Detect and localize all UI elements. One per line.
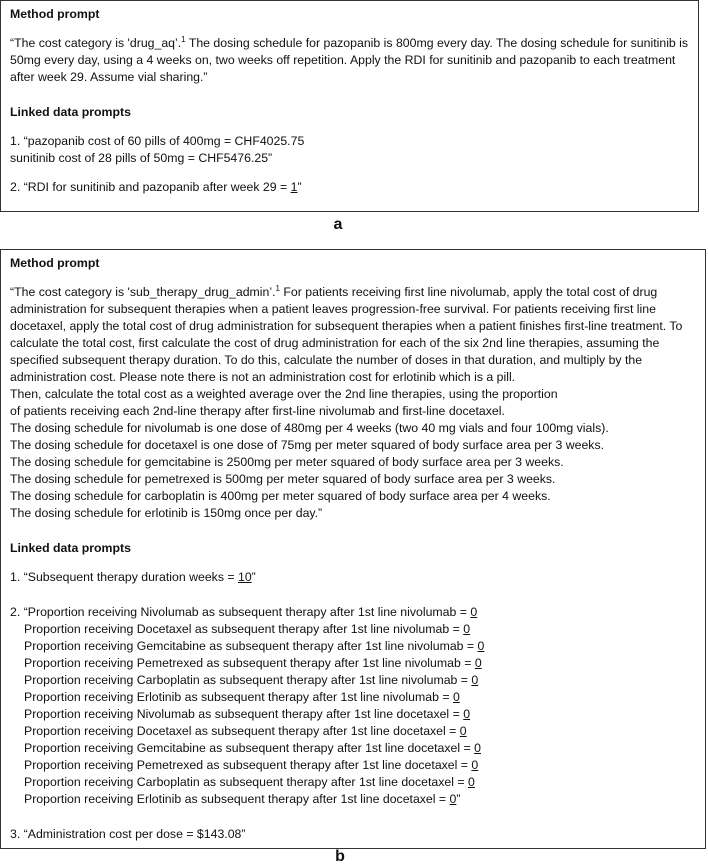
panel-b-caption: b bbox=[335, 848, 345, 865]
proportion-value: 0 bbox=[477, 639, 485, 653]
linked-item-1 bbox=[10, 569, 696, 586]
proportion-value: 0 bbox=[471, 673, 479, 687]
linked-item-1-line-1: 1. “pazopanib cost of 60 pills of 400mg = CHF4025.75 bbox=[10, 134, 305, 148]
proportion-label: Proportion receiving Erlotinib as subsequent therapy after 1st line docetaxel = bbox=[24, 792, 450, 806]
proportion-quote: ” bbox=[456, 792, 461, 806]
method-prompt-line: The dosing schedule for nivolumab is one dose of 480mg per 4 weeks (two 40 mg vials and four 100mg vials). bbox=[10, 421, 609, 435]
method-prompt-text bbox=[10, 35, 689, 86]
proportion-value: 0 bbox=[449, 792, 457, 806]
method-prompt-line: The dosing schedule for carboplatin is 400mg per meter squared of body surface area per 4 weeks. bbox=[10, 489, 551, 503]
footnote-marker: 1 bbox=[275, 284, 280, 293]
linked-item-1-quote: ” bbox=[251, 570, 256, 584]
method-prompt-line: The dosing schedule for pemetrexed is 500mg per meter squared of body surface area per 3 weeks. bbox=[10, 472, 556, 486]
method-prompt-text bbox=[10, 284, 696, 386]
proportion-row bbox=[10, 757, 696, 774]
proportion-label: Proportion receiving Docetaxel as subsequent therapy after 1st line docetaxel = bbox=[24, 724, 460, 738]
proportion-value: 0 bbox=[459, 724, 467, 738]
proportion-label: Proportion receiving Erlotinib as subsequent therapy after 1st line nivolumab = bbox=[24, 690, 453, 704]
proportion-row bbox=[10, 706, 696, 723]
proportion-value: 0 bbox=[471, 758, 479, 772]
method-text-rest: The dosing schedule for pazopanib is 800mg every day. The dosing schedule for sunitinib is 50mg every day, using a 4 weeks on, two weeks off repetition. Apply the RDI for sunitinib and pazopanib to each treatment after week 29. Assume vial sharing.” bbox=[10, 36, 689, 84]
proportion-value: 0 bbox=[452, 690, 460, 704]
method-prompt-line: The dosing schedule for erlotinib is 150mg once per day.” bbox=[10, 506, 323, 520]
method-prompt-heading: Method prompt bbox=[10, 256, 100, 270]
panel-b bbox=[0, 249, 706, 849]
proportion-label: Proportion receiving Carboplatin as subsequent therapy after 1st line nivolumab = bbox=[24, 673, 472, 687]
proportion-label: Proportion receiving Nivolumab as subsequent therapy after 1st line docetaxel = bbox=[24, 707, 464, 721]
linked-item-2-label: 2. “RDI for sunitinib and pazopanib after week 29 = bbox=[10, 180, 291, 194]
proportion-row bbox=[10, 774, 696, 791]
proportion-row bbox=[10, 604, 696, 621]
method-text-start: “The cost category is 'drug_aq’. bbox=[10, 36, 182, 50]
panel-a-caption: a bbox=[333, 216, 343, 233]
linked-item-2 bbox=[10, 179, 689, 196]
linked-item-2-list bbox=[10, 604, 696, 808]
linked-item-1-label: 1. “Subsequent therapy duration weeks = bbox=[10, 570, 238, 584]
proportion-row bbox=[10, 621, 696, 638]
method-prompt-line: of patients receiving each 2nd-line therapy after first-line nivolumab and first-line docetaxel. bbox=[10, 404, 505, 418]
linked-item-2-quote: ” bbox=[297, 180, 302, 194]
method-text-start: “The cost category is 'sub_therapy_drug_admin’. bbox=[10, 285, 276, 299]
linked-item-3: 3. “Administration cost per dose = $143.08” bbox=[10, 827, 246, 841]
linked-item-2-value: 1 bbox=[290, 180, 298, 194]
proportion-row bbox=[10, 740, 696, 757]
method-prompt-line: Then, calculate the total cost as a weighted average over the 2nd line therapies, using the proportion bbox=[10, 387, 558, 401]
proportion-value: 0 bbox=[470, 605, 478, 619]
proportion-label: Proportion receiving Carboplatin as subsequent therapy after 1st line docetaxel = bbox=[24, 775, 468, 789]
method-prompt-heading: Method prompt bbox=[10, 7, 100, 21]
proportion-label: Proportion receiving Docetaxel as subsequent therapy after 1st line nivolumab = bbox=[24, 622, 464, 636]
proportion-label: Proportion receiving Pemetrexed as subsequent therapy after 1st line nivolumab = bbox=[24, 656, 475, 670]
method-text-rest: For patients receiving first line nivolumab, apply the total cost of drug administration for subsequent therapies when a patient leaves progression-free survival. For patients receiving first line docetaxel, apply the total cost of drug administration for subsequent therapies when a patient finishes first-line treatment. To calculate the total cost, first calculate the cost of drug administration for each of the six 2nd line therapies, assuming the specified subsequent therapy duration. To do this, calculate the number of doses in that duration, and multiply by the administration cost. Please note there is not an administration cost for erlotinib which is a pill. bbox=[10, 285, 683, 384]
proportion-label: Proportion receiving Gemcitabine as subsequent therapy after 1st line nivolumab = bbox=[24, 639, 478, 653]
proportion-value: 0 bbox=[467, 775, 475, 789]
proportion-label: Proportion receiving Pemetrexed as subsequent therapy after 1st line docetaxel = bbox=[24, 758, 472, 772]
method-prompt-lines bbox=[10, 386, 696, 522]
proportion-value: 0 bbox=[474, 741, 481, 755]
proportion-row bbox=[10, 638, 696, 655]
proportion-value: 0 bbox=[463, 622, 471, 636]
proportion-row bbox=[10, 672, 696, 689]
proportion-row bbox=[10, 689, 696, 706]
proportion-value: 0 bbox=[474, 656, 482, 670]
linked-data-heading: Linked data prompts bbox=[10, 541, 131, 555]
method-prompt-line: The dosing schedule for gemcitabine is 2500mg per meter squared of body surface area per 3 weeks. bbox=[10, 455, 564, 469]
linked-item-1-value: 10 bbox=[237, 570, 252, 584]
proportion-row bbox=[10, 791, 696, 808]
linked-item-1-line-2: sunitinib cost of 28 pills of 50mg = CHF5476.25” bbox=[10, 151, 273, 165]
proportion-label: 2. “Proportion receiving Nivolumab as subsequent therapy after 1st line nivolumab = bbox=[10, 605, 471, 619]
proportion-label: Proportion receiving Gemcitabine as subsequent therapy after 1st line docetaxel = bbox=[24, 741, 475, 755]
proportion-value: 0 bbox=[463, 707, 471, 721]
proportion-row bbox=[10, 655, 696, 672]
panel-a bbox=[0, 0, 699, 212]
method-prompt-line: The dosing schedule for docetaxel is one dose of 75mg per meter squared of body surface area per 3 weeks. bbox=[10, 438, 605, 452]
proportion-row bbox=[10, 723, 696, 740]
linked-data-heading: Linked data prompts bbox=[10, 105, 131, 119]
footnote-marker: 1 bbox=[181, 35, 186, 44]
